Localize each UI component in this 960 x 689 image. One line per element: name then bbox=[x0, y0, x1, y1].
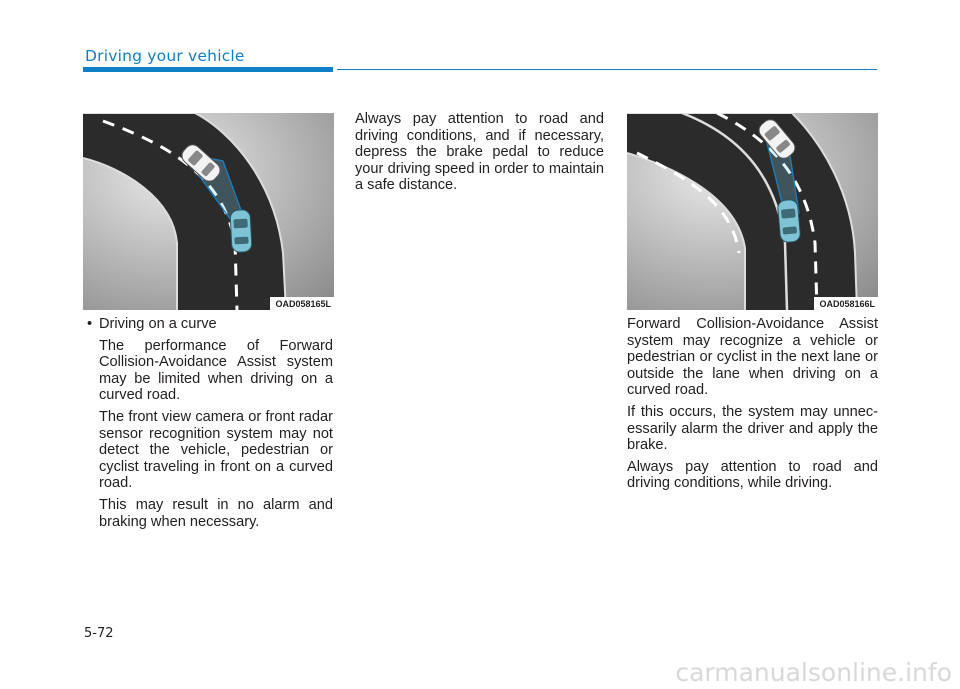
curve-illustration-2 bbox=[627, 113, 878, 310]
middle-column bbox=[355, 111, 604, 199]
right-column bbox=[627, 316, 878, 497]
header-rule-thin bbox=[337, 69, 877, 71]
figure-curve-next-lane bbox=[627, 113, 878, 310]
detected-car bbox=[777, 199, 801, 243]
watermark: carmanualsonline.info bbox=[675, 658, 952, 687]
paragraph: Always pay attention to road and driving conditions, and if necessary, depress the brake pedal to reduce your driving speed in order to maintain a safe distance. bbox=[355, 111, 604, 194]
header-rule-thick bbox=[83, 67, 333, 72]
bullet-driving-on-curve: • Driving on a curve bbox=[85, 316, 333, 333]
page-number: 5-72 bbox=[84, 626, 114, 641]
figure-curve-vehicle-ahead bbox=[83, 113, 334, 310]
paragraph: If this occurs, the system may unnecessarily alarm the driver and apply the brake. bbox=[627, 403, 878, 454]
figure-code: OAD058165L bbox=[270, 297, 334, 310]
paragraph: The front view camera or front radar sensor recognition system may not detect the vehicle, pedestrian or cyclist traveling in front on a curved road. bbox=[99, 408, 333, 492]
paragraph: Forward Collision-Avoidance Assist system may recognize a vehicle or pedestrian or cyclist in the next lane or outside the lane when driving on a curved road. bbox=[627, 316, 878, 399]
paragraph: The performance of Forward Collision-Avoidance Assist system may be limited when driving on a curved road. bbox=[99, 337, 333, 404]
paragraph: This may result in no alarm and braking when necessary. bbox=[99, 496, 333, 530]
paragraph: Always pay attention to road and driving conditions, while driving. bbox=[627, 458, 878, 492]
curve-illustration-1 bbox=[83, 113, 334, 310]
left-column bbox=[85, 316, 333, 535]
figure-code: OAD058166L bbox=[814, 297, 878, 310]
detected-car bbox=[230, 210, 252, 253]
section-title: Driving your vehicle bbox=[85, 47, 245, 65]
